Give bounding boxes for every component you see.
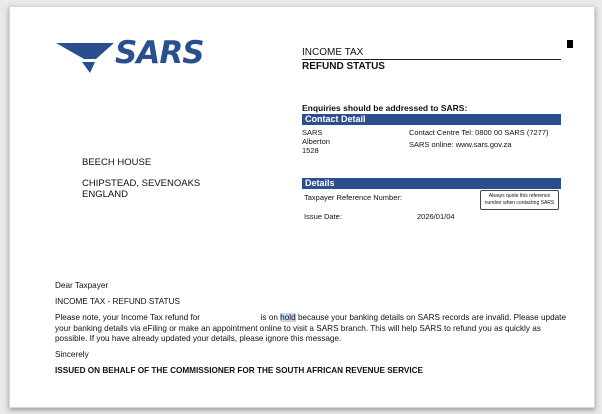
signature-line: ISSUED ON BEHALF OF THE COMMISSIONER FOR THE SOUTH AFRICAN REVENUE SERVICE [55, 366, 424, 375]
para-rest: because your banking details on SARS records are invalid. Please update your banking details via eFiling or make an appointment online to visit a SARS branch. This will help SARS to refund you as quickly as possible. If you have already updated your details, please ignore this message. [55, 313, 567, 343]
issue-date: 2026/01/04 [417, 212, 455, 221]
highlight-hold: hold [280, 313, 296, 322]
body-paragraph [55, 313, 575, 345]
recipient-line: CHIPSTEAD, SEVENOAKS [82, 178, 201, 189]
sender-line: SARS [302, 128, 323, 137]
header-rule [302, 59, 561, 60]
sars-online-link[interactable]: SARS online: www.sars.gov.za [409, 140, 512, 149]
sender-line: 1528 [302, 146, 319, 155]
doc-title: REFUND STATUS [302, 61, 385, 72]
letter-page [9, 6, 595, 408]
recipient-line: ENGLAND [82, 189, 128, 200]
ref-label: Taxpayer Reference Number: [304, 193, 402, 202]
enquiries-heading: Enquiries should be addressed to SARS: [302, 103, 468, 113]
subject-line: INCOME TAX - REFUND STATUS [55, 297, 180, 306]
sender-address [302, 128, 330, 155]
recipient-line: BEECH HOUSE [82, 157, 152, 168]
para-start: Please note, your Income Tax refund for [55, 313, 201, 322]
logo-text: SARS [115, 35, 204, 71]
contact-centre: Contact Centre Tel: 0800 00 SARS (7277) [409, 128, 549, 137]
sender-line: Alberton [302, 137, 330, 146]
para-is-on: is on [260, 313, 278, 322]
closing: Sincerely [55, 350, 89, 359]
greeting: Dear Taxpayer [55, 281, 109, 290]
corner-mark [567, 40, 573, 48]
details-bar: Details [302, 178, 561, 189]
doc-type: INCOME TAX [302, 47, 364, 58]
recipient-address [82, 157, 200, 200]
contact-detail-bar: Contact Detail [302, 114, 561, 125]
contact-info [409, 128, 549, 149]
ref-note-box: Always quote this reference number when contacting SARS [480, 190, 559, 210]
issue-label: Issue Date: [304, 212, 342, 221]
